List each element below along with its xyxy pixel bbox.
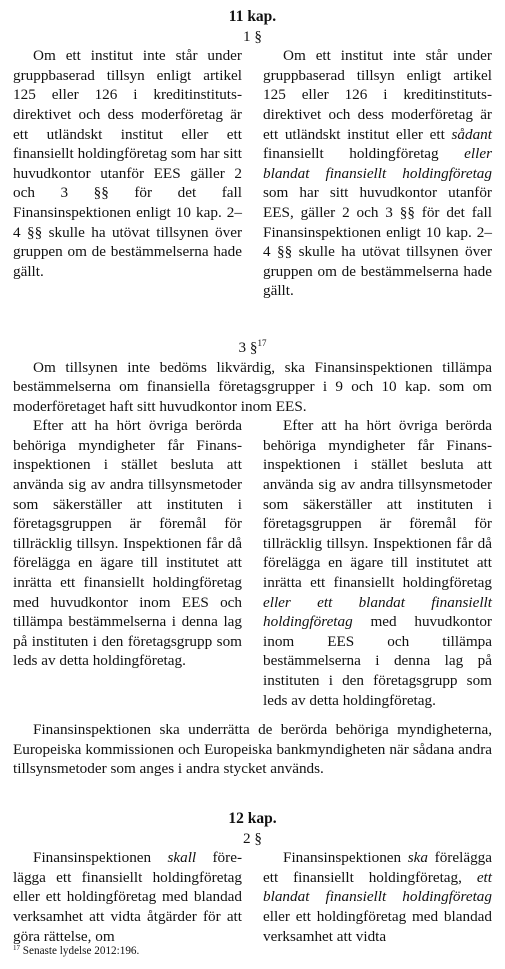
section-3-left-paragraph: Efter att ha hört övriga berörda behöriga myndigheter får Finansinspektionen i stället besluta att använda sig av andra tillsynsmetoder som säkerställer att instituten i företagsgruppen är föremål för tillräcklig tillsyn. Inspektionen får då förelägga en ägare till institutet att inrätta ett finansiellt holdingföretag med huvudkontor inom EES och tillämpa bestämmelserna i denna lag på instituten i den företagsgrupp som leds av detta holdingföretag. xyxy=(13,417,242,670)
footnote-reference: 17 xyxy=(257,337,267,348)
section-3-intro xyxy=(0,358,505,417)
footnote xyxy=(13,944,139,958)
text-run: Efter att ha hört övriga berörda behöriga myndigheter får Finansinspektionen i stället besluta att använda sig av andra tillsynsmetoder som säkerställer att instituten i företagsgruppen är föremål för tillräcklig tillsyn. Inspektionen får då förelägga en ägare till institutet att inrätta ett finansiellt holdingföretag xyxy=(263,417,492,592)
section-3-current-text xyxy=(13,416,242,710)
section-1-left-paragraph: Om ett institut inte står under gruppbaserad tillsyn enligt artikel 125 eller 126 i kreditinstitutsdirektivet och dess moderföretag är ett utländskt institut eller ett finansiellt holdingföretag som har sitt huvudkontor utanför EES gäller 2 och 3 §§ för det fall Finansinspektionen enligt 10 kap. 2–4 §§ skulle ha utövat tillsynen över gruppen om de bestämmelserna hade gällt. xyxy=(13,47,242,280)
chapter-heading-11: 11 kap. xyxy=(228,8,277,25)
section-2-current-text xyxy=(13,848,242,946)
italic-change: eller ett blandat finansiellt holdingföretag xyxy=(263,593,492,631)
section-3-intro-paragraph: Om tillsynen inte bedöms likvärdig, ska Finansinspektionen tillämpa bestämmelserna om finansiella företagsgrupper i 9 och 10 kap. som om moderföretaget haft sitt huvudkontor inom EES. xyxy=(13,358,492,415)
section-3-right-paragraph xyxy=(263,416,492,710)
section-sign-1: 1 § xyxy=(243,27,262,45)
section-3-columns xyxy=(0,416,505,710)
text-run: som har sitt huvudkontor utanför EES, gäller 2 och 3 §§ för det fall Finansinspektionen enligt 10 kap. 2–4 §§ skulle ha utövat tillsynen över gruppen om de bestämmelserna hade gällt. xyxy=(263,184,492,300)
footnote-mark: 17 xyxy=(13,944,20,952)
section-1-columns xyxy=(0,46,505,301)
text-run: finansiellt holdingföretag xyxy=(263,145,465,163)
text-run: förelägga ett finansiellt holdingföretag eller ett holdingföretag med blandad verksamhet att vidta åtgärder för att göra rättelse, om xyxy=(13,849,243,945)
text-run: med huvudkontor inom EES och tillämpa bestämmelserna i denna lag på instituten i den företagsgrupp som leds av detta holdingföretag. xyxy=(263,613,492,709)
italic-change: ett blandat finansiellt holdingföretag xyxy=(263,868,492,906)
text-run: Om ett institut inte står under gruppbaserad tillsyn enligt artikel 125 eller 126 i kreditinstitutsdirektivet och dess moderföretag är ett utländskt institut eller ett xyxy=(263,47,492,143)
text-run: förelägga ett finansiellt holdingföretag, xyxy=(263,849,492,886)
section-3-proposed-text xyxy=(263,416,492,710)
section-sign-2: 2 § xyxy=(243,829,262,847)
text-run: Finansinspektionen xyxy=(33,849,168,867)
italic-change: ska xyxy=(407,849,429,867)
chapter-heading-12: 12 kap. xyxy=(228,809,277,827)
section-sign-text: 3 § xyxy=(238,338,258,356)
section-3-outro xyxy=(0,720,505,779)
section-2-columns xyxy=(0,848,505,946)
section-sign-3 xyxy=(0,338,505,358)
text-run: eller ett holdingföretag med blandad verksamhet att vidta xyxy=(263,907,492,945)
italic-change: sådant xyxy=(451,125,492,143)
section-2-left-paragraph xyxy=(13,848,242,946)
section-1-right-paragraph xyxy=(263,46,492,301)
section-2-proposed-text xyxy=(263,848,492,946)
italic-change: skall xyxy=(167,849,197,867)
footnote-text: Senaste lydelse 2012:196. xyxy=(20,945,140,957)
section-1-current-text xyxy=(13,46,242,301)
section-3-outro-paragraph: Finansinspektionen ska underrätta de berörda behöriga myndigheterna, Europeiska kommissionen och Europeiska bankmyndigheten när sådana andra tillsynsmetoder som anges i andra stycket används. xyxy=(13,721,492,778)
section-1-proposed-text xyxy=(263,46,492,301)
italic-change: eller blandat finansiellt holdingföretag xyxy=(263,145,492,182)
section-2-right-paragraph xyxy=(263,848,492,946)
text-run: Finansinspektionen xyxy=(283,849,408,867)
